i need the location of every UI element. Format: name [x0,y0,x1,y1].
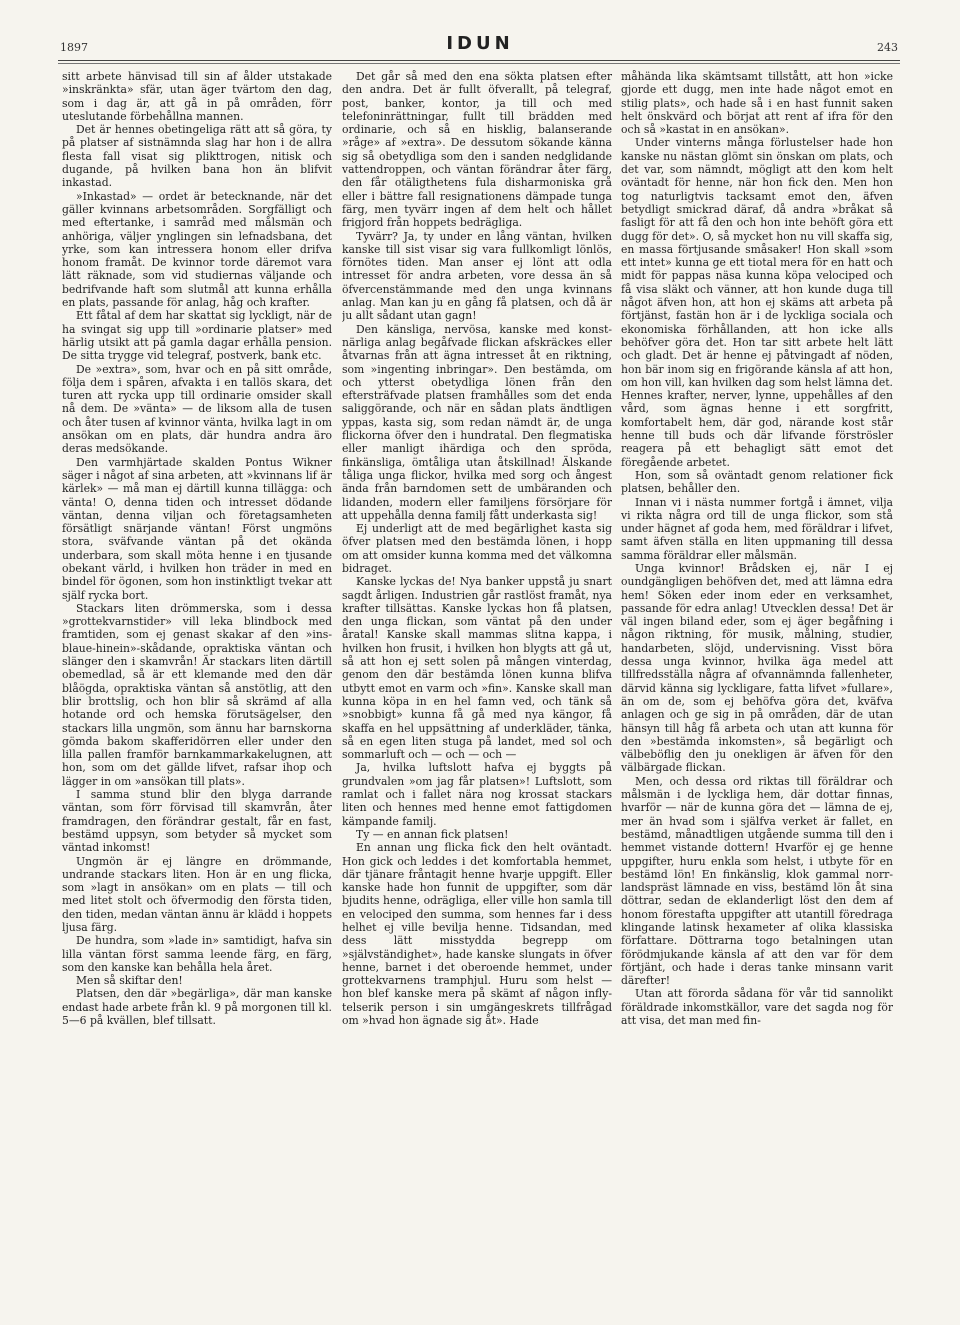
paragraph: Stackars liten drömmerska, som i dessa »grottekvarnstider» vill leka blindbock med framtiden, som ej genast skakar af den »ins-blaue-hinein»-skådande, opraktiska väntan och slänger den i skamvrån! Är stackars liten därtill obemedlad, så är ett klemande med den där blåögda, opraktiska väntan så anstötlig, att den blir brottslig, och hon blir så skrämd af alla hotande ord och hemska förutsägelser, den stackars lilla ungmön, som ännu har barnskorna gömda bakom skafferidörren eller under den lilla pallen framför barnkammarkakelugnen, att hon, som om det gällde lifvet, rafsar ihop och lägger in om »ansökan till plats». [62,601,332,788]
paragraph: Men så skiftar den! [76,974,183,988]
paragraph: Det är hennes obetingeliga rätt att så göra, ty på platser af sistnämnda slag har hon i de allra flesta fall visat sig plikttrogen, nitisk och dugande, på hvilken bana hon än blifvit inkastad. [62,123,332,190]
masthead-title: IDUN [446,33,514,54]
text-column-left [62,70,332,1250]
paragraph: Ej underligt att de med begärlighet kasta sig öfver platsen med den bestämda lönen, i hopp om att omsider kunna komma med det välkomna bidraget. [342,522,612,575]
paragraph: Under vinterns många förlustelser hade hon kanske nu nästan glömt sin önskan om plats, och det var, som nämndt, mögligt att den kom helt oväntadt för henne, när hon fick den. Men hon tog naturligtvis tacksamt emot den, äfven betydligt smickrad däraf, då andra »bråkat så fasligt för att få den och hon inte behöft göra ett dugg för det». O, så mycket hon nu vill skaffa sig, en massa förtjusande småsaker! Hon skall »som ett intet» kunna ge ett tiotal mera för en hatt och midt för pappas näsa kunna köpa velociped och få visa släkt och vänner, att hon kunde duga till något äfven hon, att hon ej skäms att arbeta på förtjänst, fastän hon är i de lyckliga sociala och ekonomiska förhållanden, att hon icke alls behöfver göra det. Hon tar sitt arbete helt lätt och gladt. Det är henne ej påtvingadt af nöden, hon bär inom sig en frigörande känsla af att hon, om hon vill, kan hvilken dag som helst lämna det. Hennes krafter, nerver, lynne, uppehålles af den vård, som ägnas henne i ett sorgfritt, komfortabelt hem, där god, närande kost står henne till buds och där lifvande förströsler reagera på ett behagligt sätt emot det föregående arbetet. [621,136,893,469]
header-page-number: 243 [877,41,898,54]
paragraph: Den känsliga, nervösa, kanske med konstnärliga anlag begåfvade flickan afskräckes eller åtvarnas från att ägna intresset åt en riktning, som »ingenting inbringar». Den bestämda, om och ytterst obetydliga lönen från den eftersträfvade platsen framhålles som det enda saliggörande, och när en sådan plats ändtligen yppas, kasta sig, som redan nämdt är, de unga flickorna öfver den i hundratal. Den flegmatiska eller manligt ihärdiga och den spröda, finkänsliga, ömtåliga utan åtskillnad! Älskande tåliga unga flickor, hvilka med sorg och ångest ända från barndomen sett de umbäranden och lidanden, modern eller familjens försörjare för att uppehålla denna familj fått underkasta sig! [342,322,612,522]
header-year: 1897 [60,41,88,54]
paragraph: Tyvärr? Ja, ty under en lång väntan, hvilken kanske till sist visar sig vara fullkomligt lönlös, förnötes tiden. Man anser ej lönt att odla intresset för andra arbeten, vore dessa än så öfvercenstämmande med den unga kvinnans anlag. Man kan ju en gång få platsen, och då är ju allt sådant utan gagn! [342,229,612,323]
paragraph: En annan ung flicka fick den helt oväntadt. Hon gick och leddes i det komfortabla hemmet, där tjänare fråntagit henne hvarje uppgift. Eller kanske hade hon funnit de uppgifter, som där bjudits henne, odrägliga, eller ville hon samla till en velociped den summa, som hennes far i dess helhet ej ville bevilja henne. Tidsandan, med dess lätt misstydda begrepp om »självständighet», hade kanske slungats in öfver henne, barnet i det oberoende hemmet, under grottekvarnens tramphjul. Huru som helst — hon blef kanske mera på skämt af någon inflytelserik person i sin umgängeskrets tillfrågad om »hvad hon ägnade sig åt». Hade [342,841,612,1028]
paragraph: Kanske lyckas de! Nya banker uppstå ju snart sagdt årligen. Industrien går rastlöst framåt, nya krafter tillsättas. Kanske lyckas hon få platsen, den unga flickan, som väntat på den under åratal! Kanske skall mammas slitna kappa, i hvilken hon frusit, i hvilken hon blygts att gå ut, så att hon ej sett solen på mången vinterdag, genom den där bestämda lönen kunna blifva utbytt emot en varm och »fin». Kanske skall man kunna köpa in en hel famn ved, och tänk så »snobbigt» kunna få gå med nya kängor, få skaffa en hel uppsättning af underkläder, tänka, så en egen liten stuga på landet, med sol och sommarluft och — och — och — [342,575,612,762]
header-rule [58,60,900,61]
paragraph: Unga kvinnor! Brådsken ej, när I ej oundgängligen behöfven det, med att lämna edra hem! Söken eder inom eder en verksamhet, passande för edra anlag! Utvecklen dessa! Det är väl ingen biland eder, som ej äger begåfning i någon riktning, för musik, målning, studier, handarbeten, slöjd, undervisning. Visst böra dessa unga kvinnor, hvilka äga medel att tillfredsställa några af ofvannämnda fallenheter, därvid känna sig lyckligare, fatta lifvet »fullare», än om de, som ej behöfva göra det, kväfva anlagen och ge sig in på områden, där de utan hänsyn till håg få arbeta och utan att kunna för den »bestämda inkomsten», så begärligt och välbeböflig den ju onekligen är äfven för den välbärgade flickan. [621,561,893,775]
paragraph: Utan att förorda sådana för vår tid sannolikt föräldrade inkomstkällor, vare det sagda nog för att visa, det man med fin- [621,987,893,1028]
paragraph: Innan vi i nästa nummer fortgå i ämnet, vilja vi rikta några ord till de unga flickor, som stå under hägnet af goda hem, med föräldrar i lifvet, samt äfven ställa en liten uppmaning till dessa samma föräldrar eller målsmän. [621,495,893,562]
paragraph: Ungmön är ej längre en drömmande, undrande stackars liten. Hon är en ung flicka, som »lagt in ansökan» om en plats — till och med litet stolt och öfvermodig den första tiden, den tiden, medan väntan ännu är klädd i hoppets ljusa färg. [62,854,332,934]
paragraph: Hon, som så oväntadt genom relationer fick platsen, behåller den. [621,468,893,496]
paragraph: I samma stund blir den blyga darrande väntan, som förr förvisad till skamvrån, åter framdragen, den förändrar gestalt, får en fast, bestämd uppsyn, som betyder så mycket som väntad inkomst! [62,788,332,855]
paragraph: Det går så med den ena sökta platsen efter den andra. Det är fullt öfverallt, på telegraf, post, banker, kontor, ja till och med telefoninrättningar, fullt till brädden med ordinarie, och så en hisklig, balanserande »råge» af »extra». De dessutom sökande känna sig så obetydliga som den i sanden nedglidande vattendroppen, och väntan förändrar åter färg, den får otäligthetens fula disharmoniska grå eller i bättre fall resignationens dämpade tunga färg, men tyvärr ingen af dem helt och hållet frigjord från hoppets bedrägliga. [342,70,612,230]
paragraph: Den varmhjärtade skalden Pontus Wikner säger i något af sina arbeten, att »kvinnans lif är kärlek» — må man ej därtill kunna tillägga: och vänta! O, denna tiden och intresset dödande väntan, denna viljan och företagsamheten försätligt snärjande väntan! Först ungmöns stora, sväfvande väntan på det okända underbara, som skall möta henne i en tjusande obekant värld, i hvilken hon träder in med en bindel för ögonen, som hon instinktligt tvekar att själf rycka bort. [62,455,332,602]
paragraph: Men, och dessa ord riktas till föräldrar och målsmän i de lyckliga hem, där dottar finnas, hvarför — när de kunna göra det — lämna de ej, mer än hvad som i själfva verket är fallet, en bestämd, månadtligen utgående summa till den i hemmet vistande dottern! Hvarför ej ge henne uppgifter, huru enkla som helst, i utbyte för en bestämd lön! En finkänslig, klok gammal norrlandspräst lämnade en viss, bestämd lön åt sina döttrar, sedan de eklanderligt löst den dem af honom förestafta uppgifter att utantill föredraga klingande latinsk hexameter af olika klassiska författare. Döttrarna togo betalningen utan förödmjukande känsla af att den var för dem förtjänt, och hade i deras tanke minsann varit däreftеr! [621,774,893,988]
paragraph: De »extra», som, hvar och en på sitt område, följa dem i spåren, afvakta i en tallös skara, det turen att rycka upp till ordinarie omsider skall nå dem. De »vänta» — de liksom alla de tusen och åter tusen af kvinnor vänta, hvilka lagt in om ansökan om en plats, där hundra andra äro deras medsökande. [62,362,332,456]
paragraph: Platsen, den där »begärliga», där man kanske endast hade arbete från kl. 9 på morgonen till kl. 5—6 på kvällen, blef tillsatt. [62,987,332,1028]
paragraph: »Inkastad» — ordet är betecknande, när det gäller kvinnans arbetsområden. Sorgfälligt och med eftertanke, i samråd med målsmän och anhöriga, väljer ynglingen sin lefnadsbana, det yrke, som kan intressera honom eller drifva honom framåt. De kvinnor torde däremot vara lätt räknade, som vid studiernas väljande och bedrifvande haft som slutmål att kunna erhålla en plats, passande för anlag, håg och krafter. [62,189,332,310]
text-column-middle [342,70,612,1250]
paragraph: måhända lika skämtsamt tillstått, att hon »icke gjorde ett dugg, men inte hade något emot en stilig plats», och hade så i en hast funnit saken helt önskvärd och börjat att rent af ifra för den och så »kastat in en ansökan». [621,70,893,137]
text-column-right [621,70,893,1250]
paragraph: Ja, hvilka luftslott hafva ej byggts på grundvalen »om jag får platsen»! Luftslott, som ramlat och i fallet nära nog krossat stackars liten och hennes med henne emot fattigdomen kämpande familj. [342,761,612,828]
paragraph: sitt arbete hänvisad till sin af ålder utstakade »inskränkta» sfär, utan äger tvärtom den dag, som i dag är, att gå in på områden, förr uteslutande förbehållna mannen. [62,70,332,123]
paragraph: De hundra, som »lade in» samtidigt, hafva sin lilla väntan först samma leende färg, en färg, som den kanske kan behålla hela året. [62,934,332,974]
paragraph: Ett fåtal af dem har skattat sig lyckligt, när de ha svingat sig upp till »ordinarie platser» med härlig utsikt att på gamla dagar erhålla pension. De sitta trygge vid telegraf, postverk, bank etc. [62,309,332,363]
paragraph: Ty — en annan fick platsen! [356,827,509,841]
header-rule-thin [58,63,900,64]
